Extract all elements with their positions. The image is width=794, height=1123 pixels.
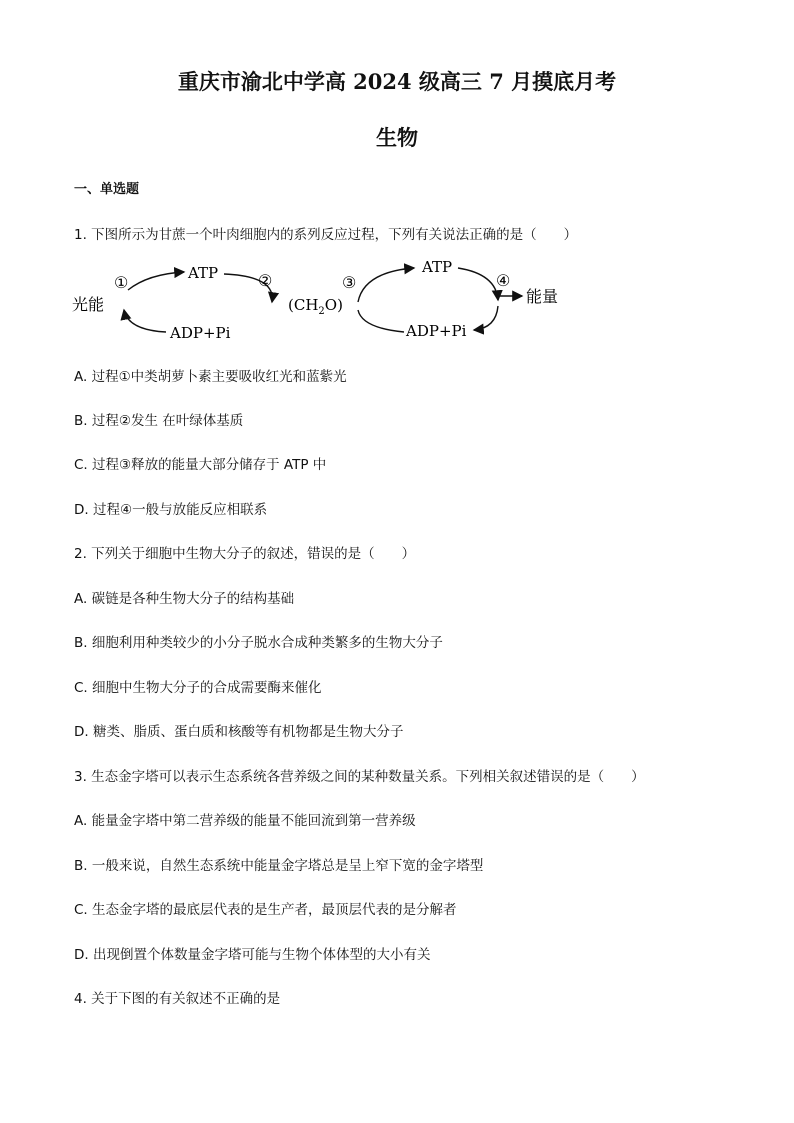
photosynthesis-respiration-diagram (66, 252, 586, 352)
atp-right-label: ATP (422, 258, 453, 276)
process-1-marker: ① (114, 273, 129, 292)
question-2-option-d: D. 糖类、脂质、蛋白质和核酸等有机物都是生物大分子 (74, 724, 404, 740)
process-4-marker: ④ (496, 271, 511, 290)
question-3-option-a: A. 能量金字塔中第二营养级的能量不能回流到第一营养级 (74, 813, 416, 829)
energy-label: 能量 (526, 287, 559, 306)
atp-left-label: ATP (188, 264, 219, 282)
question-3-option-b: B. 一般来说，自然生态系统中能量金字塔总是呈上窄下宽的金字塔型 (74, 858, 484, 874)
question-1-option-b: B. 过程②发生 在叶绿体基质 (74, 413, 244, 429)
question-1-option-a: A. 过程①中类胡萝卜素主要吸收红光和蓝紫光 (74, 369, 347, 385)
section-heading: 一、单选题 (74, 182, 140, 197)
question-3-stem: 3. 生态金字塔可以表示生态系统各营养级之间的某种数量关系。下列相关叙述错误的是（ ） (74, 769, 645, 785)
question-1-option-c: C. 过程③释放的能量大部分储存于 ATP 中 (74, 457, 327, 473)
question-1-stem: 1. 下图所示为甘蔗一个叶肉细胞内的系列反应过程，下列有关说法正确的是（ ） (74, 227, 578, 243)
question-2-option-a: A. 碳链是各种生物大分子的结构基础 (74, 591, 295, 607)
question-3-option-c: C. 生态金字塔的最底层代表的是生产者，最顶层代表的是分解者 (74, 902, 457, 918)
question-4-stem: 4. 关于下图的有关叙述不正确的是 (74, 991, 281, 1007)
process-2-marker: ② (258, 271, 273, 290)
question-2-option-c: C. 细胞中生物大分子的合成需要酶来催化 (74, 680, 322, 696)
question-1-option-d: D. 过程④一般与放能反应相联系 (74, 502, 268, 518)
question-2-stem: 2. 下列关于细胞中生物大分子的叙述，错误的是（ ） (74, 546, 416, 562)
adp-left-label: ADP+Pi (170, 324, 231, 342)
question-2-option-b: B. 细胞利用种类较少的小分子脱水合成种类繁多的生物大分子 (74, 635, 443, 651)
question-3-option-d: D. 出现倒置个体数量金字塔可能与生物个体体型的大小有关 (74, 947, 431, 963)
ch2o-label: $(CH_2O)$ (288, 296, 343, 317)
light-energy-label: 光能 (72, 295, 105, 314)
subject-title: 生物 (376, 125, 418, 150)
process-3-marker: ③ (342, 273, 357, 292)
adp-right-label: ADP+Pi (406, 322, 467, 340)
exam-title: 重庆市渝北中学高 2024 级高三 7 月摸底月考 (177, 69, 617, 94)
